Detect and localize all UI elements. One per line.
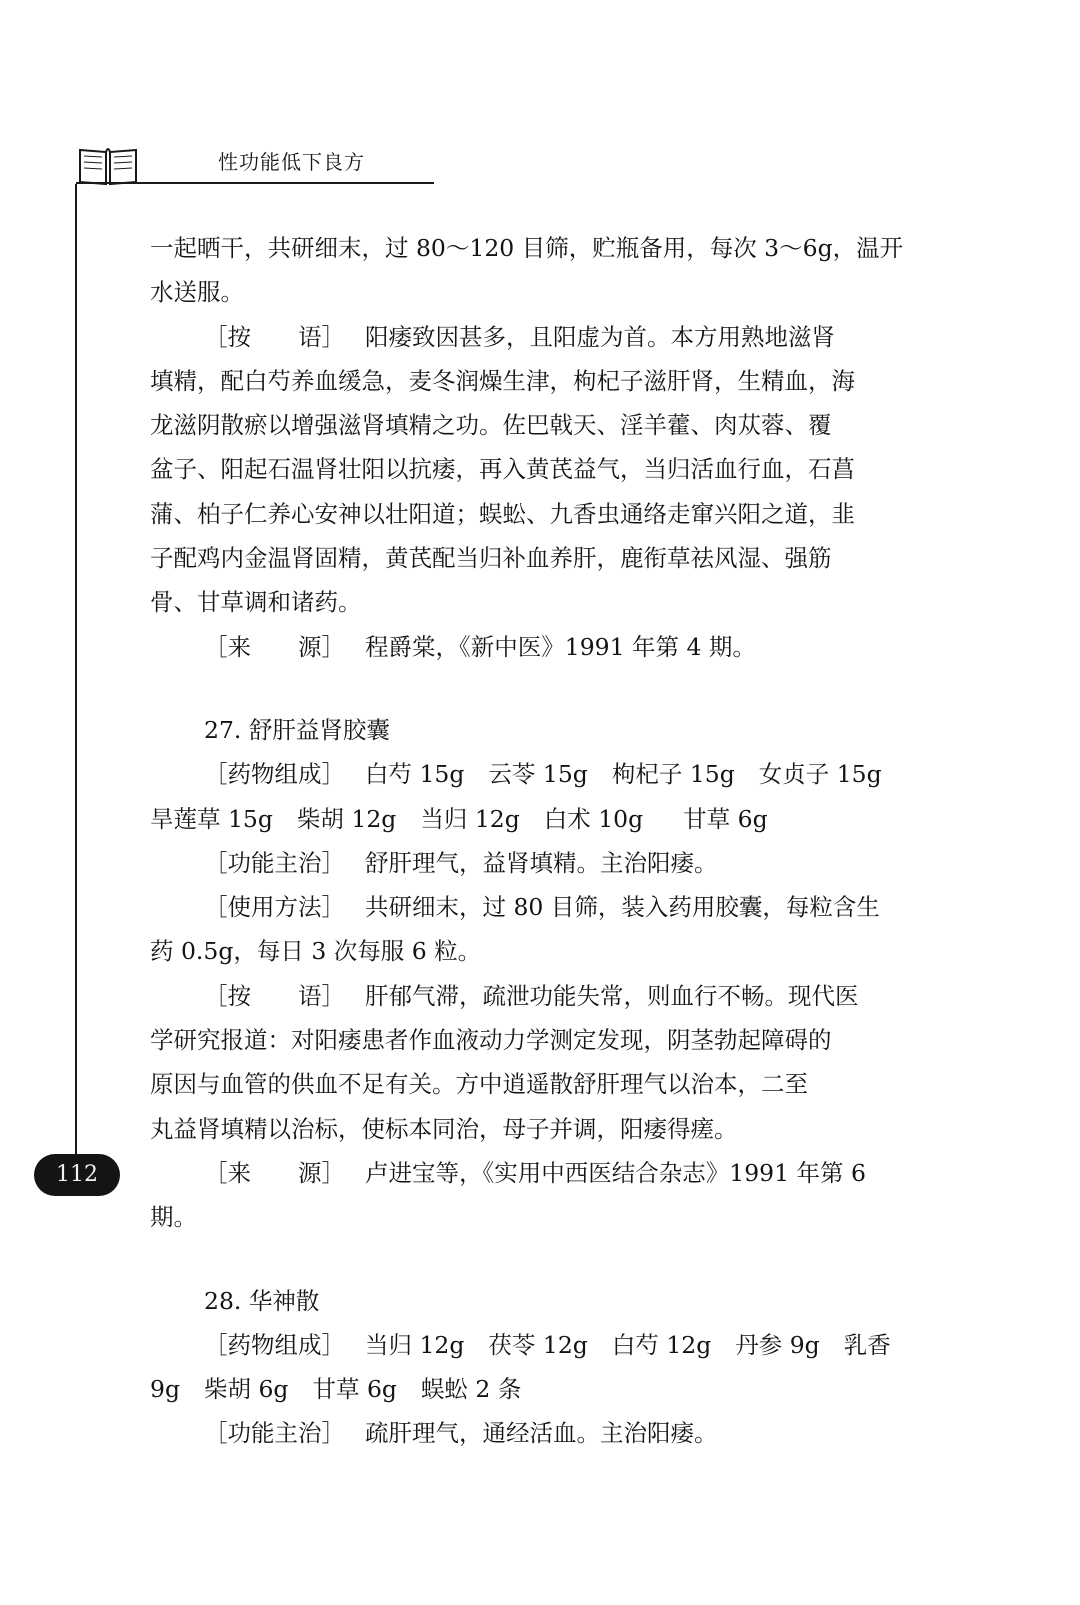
ingredient: 蜈蚣 2 条 — [420, 1375, 522, 1404]
composition-label: ［药物组成］ — [204, 1330, 345, 1359]
source-paragraph — [150, 1151, 922, 1195]
ingredient: 白芍 15g — [365, 760, 465, 789]
note-label: ［按 语］ — [204, 981, 345, 1010]
source-paragraph — [150, 625, 922, 669]
ingredient: 旱莲草 15g — [150, 804, 273, 833]
source-text: 程爵棠，《新中医》1991 年第 4 期。 — [365, 632, 756, 661]
function-text: 舒肝理气，益肾填精。主治阳痿。 — [365, 848, 718, 877]
text-line: 药 0.5g，每日 3 次每服 6 粒。 — [150, 937, 482, 966]
text-line: 丸益肾填精以治标，使标本同治，母子并调，阳痿得瘥。 — [150, 1114, 738, 1143]
function-text: 疏肝理气，通经活血。主治阳痿。 — [365, 1419, 718, 1448]
ingredient: 白术 10g — [543, 804, 644, 833]
ingredient: 白芍 12g — [611, 1330, 712, 1359]
note-label: ［按 语］ — [204, 322, 345, 351]
source-label: ［来 源］ — [204, 632, 345, 661]
section-gap — [150, 1240, 922, 1279]
ingredient: 当归 12g — [365, 1330, 465, 1359]
ingredient: 9g — [150, 1375, 180, 1404]
function-label: ［功能主治］ — [204, 1419, 345, 1448]
text-line: 蒲、柏子仁养心安神以壮阳道；蜈蚣、九香虫通络走窜兴阳之道，韭 — [150, 499, 855, 528]
text-line: 骨、甘草调和诸药。 — [150, 588, 362, 617]
function-label: ［功能主治］ — [204, 848, 345, 877]
text-line: 一起晒干，共研细末，过 80～120 目筛，贮瓶备用，每次 3～6g，温开 — [150, 234, 904, 262]
ingredient: 茯苓 12g — [488, 1330, 588, 1359]
text-line: 填精，配白芍养血缓急，麦冬润燥生津，枸杞子滋肝肾，生精血，海 — [150, 366, 855, 395]
note-paragraph — [150, 315, 922, 359]
composition-label: ［药物组成］ — [204, 760, 345, 789]
text-line: 学研究报道：对阳痿患者作血液动力学测定发现，阴茎勃起障碍的 — [150, 1026, 832, 1055]
section-gap — [150, 669, 922, 708]
composition-line — [150, 1323, 922, 1367]
text-line: 龙滋阴散瘀以增强滋肾填精之功。佐巴戟天、淫羊藿、肉苁蓉、覆 — [150, 411, 832, 440]
running-title: 性功能低下良方 — [218, 150, 365, 174]
ingredient: 当归 12g — [420, 804, 520, 833]
ingredient: 柴胡 6g — [204, 1375, 289, 1404]
source-label: ［来 源］ — [204, 1158, 345, 1187]
usage-text: 共研细末，过 80 目筛，装入药用胶囊，每粒含生 — [365, 893, 880, 922]
recipe-title: 27. 舒肝益肾胶囊 — [204, 715, 390, 744]
ingredient: 甘草 6g — [683, 804, 768, 833]
ingredient: 枸杞子 15g — [611, 760, 735, 789]
text-line: 期。 — [150, 1203, 197, 1232]
usage-label: ［使用方法］ — [204, 893, 345, 922]
composition-line — [150, 797, 922, 841]
recipe-title: 28. 华神散 — [204, 1286, 320, 1315]
source-text: 卢进宝等，《实用中西医结合杂志》1991 年第 6 — [365, 1158, 866, 1187]
usage-paragraph — [150, 885, 922, 929]
ingredient: 甘草 6g — [312, 1375, 397, 1404]
ingredient: 柴胡 12g — [296, 804, 397, 833]
function-paragraph — [150, 841, 922, 885]
ingredient: 丹参 9g — [735, 1330, 820, 1359]
text-line: 原因与血管的供血不足有关。方中逍遥散舒肝理气以治本，二至 — [150, 1070, 808, 1099]
header-rule — [76, 182, 434, 184]
text-line: 水送服。 — [150, 278, 244, 307]
ingredient: 女贞子 15g — [758, 760, 882, 789]
text-line: 子配鸡内金温肾固精，黄芪配当归补血养肝，鹿衔草祛风湿、强筋 — [150, 544, 832, 573]
margin-line — [75, 184, 77, 1174]
function-paragraph — [150, 1411, 922, 1455]
page-number: 112 — [34, 1154, 120, 1196]
body-text — [150, 226, 922, 1456]
note-text: 阳痿致因甚多，且阳虚为首。本方用熟地滋肾 — [365, 322, 835, 351]
composition-line — [150, 752, 922, 796]
note-text: 肝郁气滞，疏泄功能失常，则血行不畅。现代医 — [365, 981, 859, 1010]
ingredient: 乳香 — [843, 1330, 891, 1359]
note-paragraph — [150, 974, 922, 1018]
composition-line — [150, 1367, 922, 1411]
text-line: 盆子、阳起石温肾壮阳以抗痿，再入黄芪益气，当归活血行血，石菖 — [150, 455, 855, 484]
open-book-icon — [76, 142, 140, 186]
ingredient: 云苓 15g — [488, 760, 588, 789]
